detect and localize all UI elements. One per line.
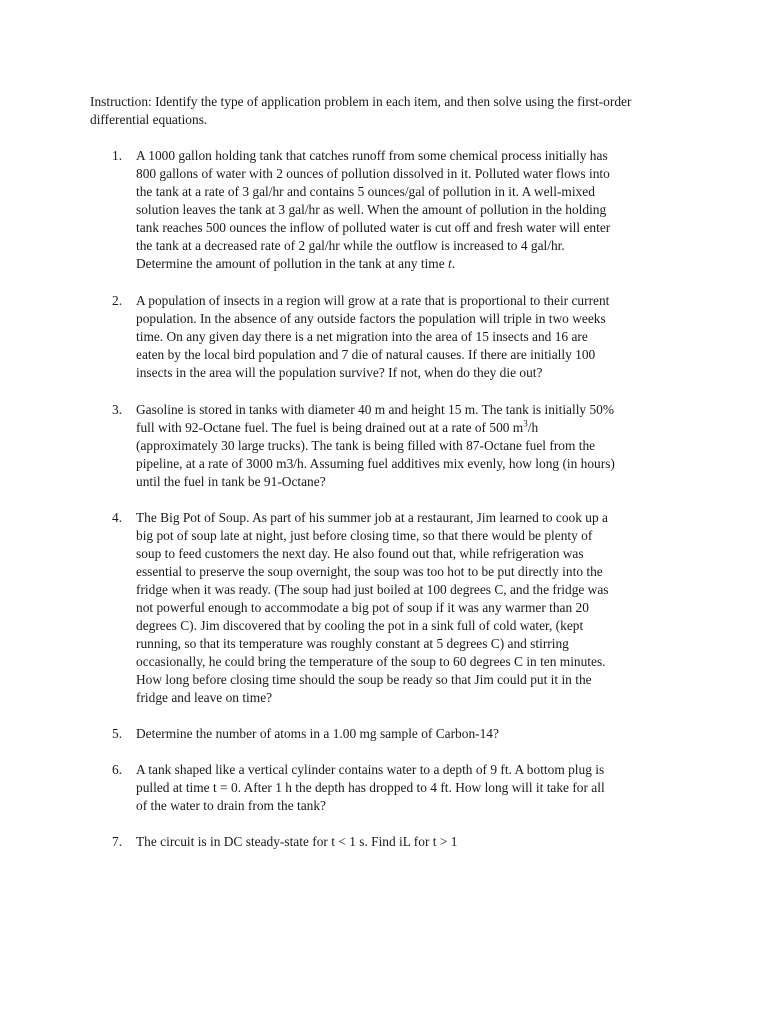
problem-line: solution leaves the tank at 3 gal/hr as well. When the amount of pollution in the holding (136, 202, 607, 217)
problem-text (136, 509, 680, 707)
problem-line: until the fuel in tank be 91-Octane? (136, 474, 326, 489)
problem-line-end: /h (527, 420, 539, 435)
instruction-text: Instruction: Identify the type of application problem in each item, and then solve using the first-order differential equations. (90, 94, 632, 127)
problem-text (136, 725, 680, 743)
problem-line: the tank at a rate of 3 gal/hr and contains 5 ounces/gal of pollution in it. A well-mixed (136, 184, 595, 199)
problem-number: 3. (112, 402, 123, 417)
problem-text (136, 292, 680, 382)
problem-line: pulled at time t = 0. After 1 h the depth has dropped to 4 ft. How long will it take for all (136, 780, 605, 795)
problem-line: The circuit is in DC steady-state for t < 1 s. Find iL for t > 1 (136, 834, 458, 849)
problem-line: fridge when it was ready. (The soup had just boiled at 100 degrees C, and the fridge was (136, 582, 609, 597)
problem-line: full with 92-Octane fuel. The fuel is being drained out at a rate of 500 m (136, 420, 524, 435)
problem-line: soup to feed customers the next day. He also found out that, while refrigeration was (136, 546, 584, 561)
problem-number: 6. (112, 762, 123, 777)
problem-line: big pot of soup late at night, just before closing time, so that there would be plenty of (136, 528, 593, 543)
problem-item (90, 509, 690, 707)
problem-line: occasionally, he could bring the temperature of the soup to 60 degrees C in ten minutes. (136, 654, 606, 669)
problem-line: the tank at a decreased rate of 2 gal/hr while the outflow is increased to 4 gal/hr. (136, 238, 565, 253)
problem-line: not powerful enough to accommodate a big pot of soup if it was any warmer than 20 (136, 600, 589, 615)
problem-line: running, so that its temperature was roughly constant at 5 degrees C) and stirring (136, 636, 569, 651)
problem-line: A tank shaped like a vertical cylinder contains water to a depth of 9 ft. A bottom plug is (136, 762, 605, 777)
problem-number: 5. (112, 726, 123, 741)
problem-line: degrees C). Jim discovered that by cooling the pot in a sink full of cold water, (kept (136, 618, 584, 633)
problem-line: eaten by the local bird population and 7 die of natural causes. If there are initially 100 (136, 347, 596, 362)
problem-line: The Big Pot of Soup. As part of his summer job at a restaurant, Jim learned to cook up a (136, 510, 608, 525)
problem-text (136, 761, 680, 815)
problem-number: 4. (112, 510, 123, 525)
problem-text (136, 833, 680, 851)
problem-line: 800 gallons of water with 2 ounces of pollution dissolved in it. Polluted water flows into (136, 166, 610, 181)
problem-item (90, 725, 690, 743)
problem-line: (approximately 30 large trucks). The tank is being filled with 87-Octane fuel from the (136, 438, 596, 453)
superscript: 3 (523, 418, 528, 429)
problem-item (90, 761, 690, 815)
problem-item (90, 147, 690, 273)
problem-line: essential to preserve the soup overnight, the soup was too hot to be put directly into the (136, 564, 603, 579)
problem-item (90, 833, 690, 851)
problem-line: Determine the number of atoms in a 1.00 mg sample of Carbon-14? (136, 726, 499, 741)
problem-line: Determine the amount of pollution in the tank at any time (136, 256, 448, 271)
problem-item (90, 401, 690, 491)
problem-item (90, 292, 690, 382)
problem-line: population. In the absence of any outside factors the population will triple in two weeks (136, 311, 606, 326)
problem-number: 7. (112, 834, 123, 849)
problem-text (136, 401, 680, 491)
problem-line: pipeline, at a rate of 3000 m3/h. Assuming fuel additives mix evenly, how long (in hours) (136, 456, 615, 471)
problem-line: fridge and leave on time? (136, 690, 273, 705)
problem-line-end: . (451, 256, 456, 271)
problem-line: Gasoline is stored in tanks with diameter 40 m and height 15 m. The tank is initially 50% (136, 402, 615, 417)
problem-line: How long before closing time should the soup be ready so that Jim could put it in the (136, 672, 592, 687)
problem-text (136, 147, 680, 273)
problem-list (90, 147, 690, 869)
problem-line: A 1000 gallon holding tank that catches runoff from some chemical process initially has (136, 148, 608, 163)
problem-line: time. On any given day there is a net migration into the area of 15 insects and 16 are (136, 329, 588, 344)
problem-line: A population of insects in a region will grow at a rate that is proportional to their current (136, 293, 610, 308)
problem-line: of the water to drain from the tank? (136, 798, 326, 813)
problem-number: 1. (112, 148, 123, 163)
problem-line: tank reaches 500 ounces the inflow of polluted water is cut off and fresh water will enter (136, 220, 611, 235)
problem-line: insects in the area will the population survive? If not, when do they die out? (136, 365, 543, 380)
variable-t: t (448, 256, 452, 271)
problem-number: 2. (112, 293, 123, 308)
